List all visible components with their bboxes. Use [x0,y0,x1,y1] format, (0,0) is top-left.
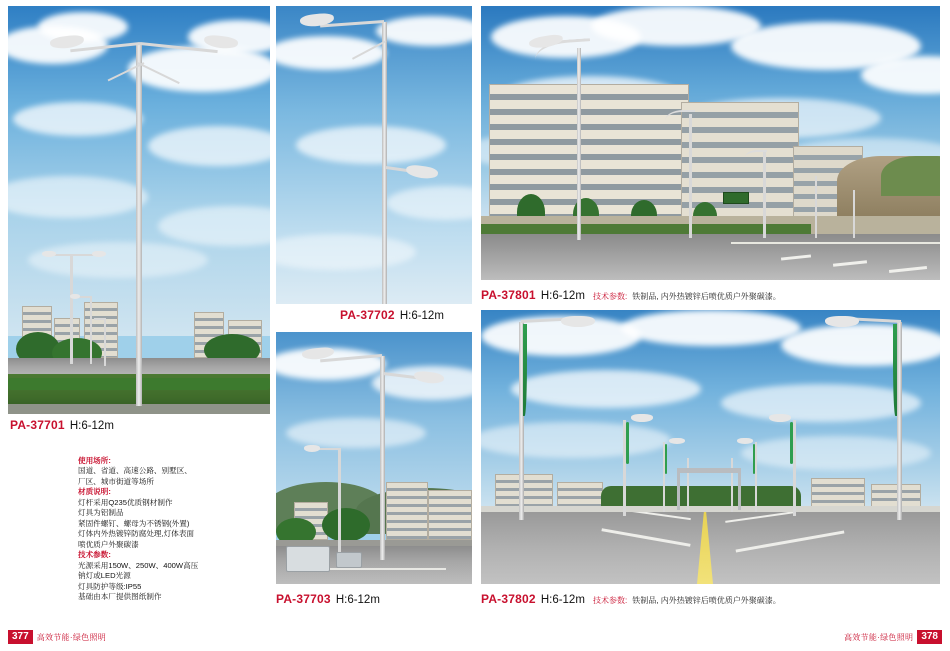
cloud [721,384,921,422]
lamp-head [769,414,791,422]
spec-usage-line-2: 厂区、城市街道等场所 [78,476,154,486]
lamp-head-right [825,316,859,327]
product-dimension: H:6-12m [399,310,444,322]
product-dimension: H:6-12m [540,290,585,302]
product-photo-pa-37703 [276,332,472,584]
lamp-head-distant [304,445,320,452]
cloud [621,310,801,346]
product-code: PA-37703 [276,592,331,606]
lamp-pole [731,458,733,512]
lamp-green-arc-right [893,324,897,416]
product-photo-pa-37702 [276,6,472,304]
cloud [296,126,446,164]
spec-usage-line-1: 国道、省道、高速公路、别墅区、 [78,466,192,476]
product-photo-pa-37701 [8,6,270,414]
vehicle [336,552,362,568]
product-code: PA-37702 [340,308,395,322]
lamp-head [631,414,653,422]
lamp-head-distant [70,294,80,299]
lamp-pole-distant [90,296,92,364]
tech-param-text: 铁制品, 内外热镀锌后喷优质户外聚碳漆。 [632,292,781,301]
footer-slogan-left: 高效节能·绿色照明 [36,632,107,642]
road [481,234,940,280]
cloud [741,436,931,470]
spec-material-line-5: 喷优质户外聚碳漆 [78,539,139,549]
spec-usage-heading: 使用场所: [78,456,111,465]
road-sign [723,192,749,204]
lamp-pole [793,420,796,516]
lamp-head-distant [42,251,56,257]
lamp-head [669,438,685,444]
spec-material-line-3: 紧固件螺钉、螺母为不锈钢(外置) [78,518,190,528]
lamp-green-arc [665,444,667,474]
product-dimension: H:6-12m [335,594,380,606]
lamp-pole-right [897,322,902,520]
specification-block [78,456,268,603]
spec-material-heading: 材质说明: [78,487,111,497]
cloud [781,324,940,366]
lamp-pole [815,176,817,238]
tree [322,508,370,542]
lamp-arm-distant [94,318,106,320]
caption-pa-37801 [481,288,781,302]
page-number-right: 378 [917,630,942,644]
gantry-leg [738,468,741,510]
lamp-pole [382,22,387,304]
product-code: PA-37802 [481,592,536,606]
caption-pa-37702 [340,308,444,322]
cloud [511,370,701,408]
footer-slogan-right: 高效节能·绿色照明 [843,632,914,642]
cloud [28,242,208,278]
lamp-pole [763,152,766,238]
lamp-green-arc [626,422,629,464]
lamp-head-left [561,316,595,327]
tech-param-label: 技术参数: [592,292,628,301]
lamp-green-arc [790,422,793,464]
tech-param-text: 铁制品, 内外热镀锌后喷优质户外聚碳漆。 [632,596,781,605]
tech-param-label: 技术参数: [592,596,628,605]
overhead-gantry [677,468,741,473]
product-dimension: H:6-12m [540,594,585,606]
lamp-pole-main [577,48,581,240]
lamp-pole-distant [104,318,106,366]
background-building [495,474,553,510]
footer-right [840,629,942,645]
lamp-pole-distant [70,254,73,364]
page-number-left: 377 [8,630,33,644]
lamp-pole [689,114,692,238]
footer-left [8,629,110,645]
road-edge-line [731,242,940,244]
lamp-pole-distant [338,448,341,552]
spec-tech-heading: 技术参数: [78,550,111,560]
background-building [428,490,472,540]
lamp-head-distant [92,251,106,257]
lamp-pole [380,356,385,560]
spec-tech-line-2: 钠灯或LED光源 [78,571,131,581]
background-building [386,482,428,540]
caption-pa-37802 [481,592,781,606]
spec-tech-line-3: 灯具防护等级:IP55 [78,581,142,591]
spec-tech-line-1: 光源采用150W、250W、400W高压 [78,560,199,570]
caption-pa-37703 [276,592,380,606]
vehicle [286,546,330,572]
lamp-pole [755,442,757,512]
lamp-arm-arc [745,150,767,162]
caption-pa-37701 [10,418,114,432]
hillside-green [881,156,940,196]
product-photo-pa-37801 [481,6,940,280]
spec-material-line-4: 灯体内外热镀锌防腐处理,灯体表面 [78,529,195,539]
guardrail [481,506,940,512]
cloud [13,102,143,136]
cloud [286,418,426,448]
lamp-pole [853,190,855,238]
product-photo-pa-37802 [481,310,940,584]
spec-material-line-2: 灯具为铝制品 [78,508,124,518]
lamp-green-arc [753,444,755,474]
gantry-leg [677,468,680,510]
lamp-arm-arc [665,110,695,128]
product-dimension: H:6-12m [69,420,114,432]
product-code: PA-37801 [481,288,536,302]
product-code: PA-37701 [10,418,65,432]
page-spine [474,0,475,651]
lamp-pole [136,44,142,406]
spec-material-line-1: 灯杆采用Q235优质钢材制作 [78,497,173,507]
spec-tech-line-4: 基础由本厂提供图纸制作 [78,592,162,602]
lamp-head [737,438,753,444]
lamp-pole [687,458,689,512]
